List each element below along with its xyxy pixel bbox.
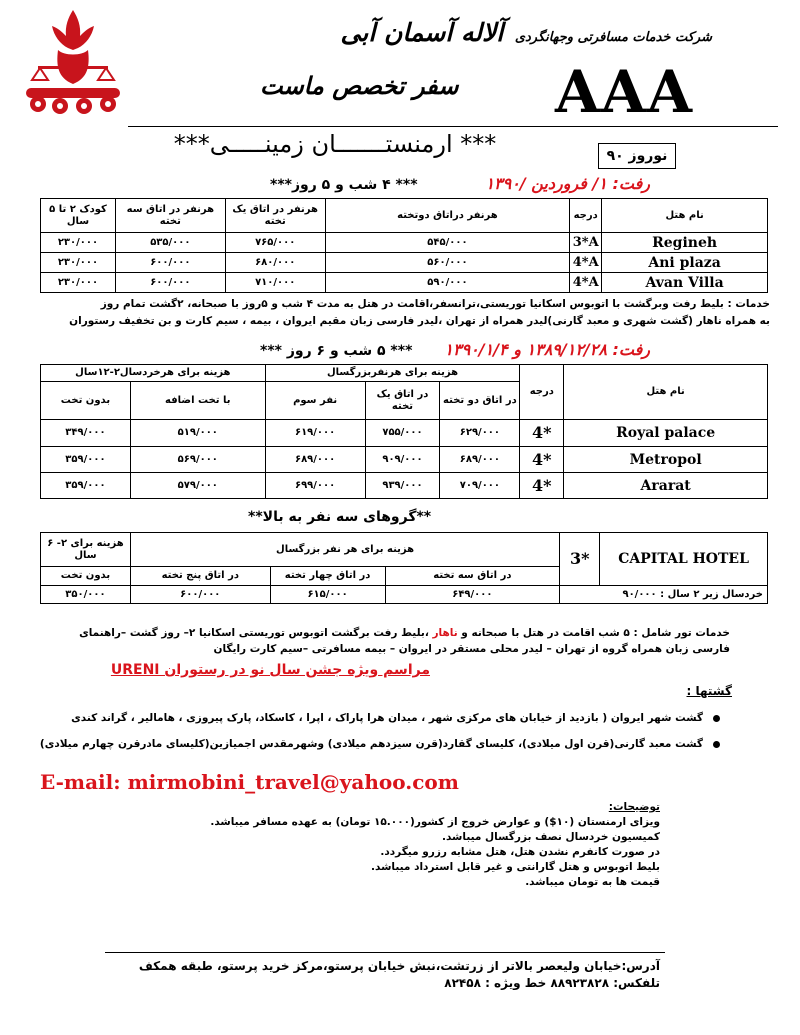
note-line: قیمت ها به تومان میباشد. <box>525 876 660 888</box>
group-child: هزینه برای هرخردسال۲-۱۲سال <box>41 365 266 382</box>
cell-child-note: خردسال زیر ۲ سال : ۹۰/۰۰۰ <box>560 586 768 604</box>
cell-three: ۶۴۹/۰۰۰ <box>385 586 560 604</box>
services-text: ،بلیط رفت برگشت اتوبوس توریستی اسکانیا ۲– روز گشت –راهنمای <box>79 627 433 639</box>
table-row <box>41 233 768 253</box>
cell-single: ۹۳۹/۰۰۰ <box>365 473 440 499</box>
package1-date: رفت: ۱/ فروردین /۱۳۹۰ <box>485 174 650 193</box>
col-third: نفر سوم <box>265 382 365 420</box>
cell-four: ۶۱۵/۰۰۰ <box>270 586 385 604</box>
cell-double: ۵۶۰/۰۰۰ <box>325 253 570 273</box>
col-grade: درجه <box>570 199 602 233</box>
cell-single: ۷۱۰/۰۰۰ <box>225 273 325 293</box>
col-three: در اتاق سه تخته <box>385 567 560 586</box>
table-row <box>41 447 768 473</box>
col-single: هرنفر در اتاق یک تخته <box>225 199 325 233</box>
cell-grade: 4* <box>520 420 564 447</box>
cell-double: ۵۹۰/۰۰۰ <box>325 273 570 293</box>
cell-single: ۹۰۹/۰۰۰ <box>365 447 440 473</box>
cell-grade: 3*A <box>570 233 602 253</box>
col-triple: هرنفر در اتاق سه تخته <box>115 199 225 233</box>
package2-date: رفت: ۱۳۸۹/۱۲/۲۸ و ۱۳۹۰/۱/۴ <box>444 340 650 359</box>
note-line: در صورت کانفرم نشدن هتل، هتل مشابه رزرو میگردد. <box>380 846 660 858</box>
col-hotel: نام هتل <box>564 365 768 420</box>
cell-nobed: ۳۴۹/۰۰۰ <box>41 420 131 447</box>
cell-double: ۷۰۹/۰۰۰ <box>440 473 520 499</box>
package3-table <box>40 532 768 604</box>
header-divider <box>128 126 778 127</box>
cell-grade: 3* <box>560 533 600 586</box>
col-nobed: بدون تخت <box>41 382 131 420</box>
cell-child: ۲۳۰/۰۰۰ <box>41 253 116 273</box>
cell-double: ۶۸۹/۰۰۰ <box>440 447 520 473</box>
cell-hotel: Ani plaza <box>602 253 768 273</box>
slogan: سفر تخصص ماست <box>260 72 459 100</box>
table-row <box>41 586 768 604</box>
cell-grade: 4*A <box>570 253 602 273</box>
brand-mark: AAA <box>555 58 694 126</box>
cell-grade: 4*A <box>570 273 602 293</box>
cell-double: ۶۲۹/۰۰۰ <box>440 420 520 447</box>
cell-third: ۶۸۹/۰۰۰ <box>265 447 365 473</box>
company-logo <box>18 6 128 118</box>
page-title: *** ارمنستـــــــان زمینـــــی*** <box>173 130 497 158</box>
cell-grade: 4* <box>520 473 564 499</box>
cell-child: ۲۳۰/۰۰۰ <box>41 273 116 293</box>
footer-address <box>139 958 660 992</box>
note-line: ویزای ارمنستان (۱۰$) و عوارض خروج از کشور(۱۵.۰۰۰ تومان) به عهده مسافر میباشد. <box>210 816 660 828</box>
col-single: در اتاق یک تخته <box>365 382 440 420</box>
table-row <box>41 473 768 499</box>
footer-divider <box>105 952 665 953</box>
table-row <box>41 420 768 447</box>
package3-heading: **گروهای سه نفر به بالا** <box>248 509 432 525</box>
package3-services-line1 <box>79 625 730 641</box>
notes-title: توضیحات: <box>608 801 660 813</box>
cell-hotel: Royal palace <box>564 420 768 447</box>
list-item <box>40 738 720 750</box>
bullet-icon <box>713 715 720 722</box>
cell-five: ۶۰۰/۰۰۰ <box>130 586 270 604</box>
cell-hotel: Metropol <box>564 447 768 473</box>
cell-hotel: CAPITAL HOTEL <box>600 533 768 586</box>
col-extra: با تخت اضافه <box>130 382 265 420</box>
col-hotel: نام هتل <box>602 199 768 233</box>
ceremony-note: مراسم ویژه جشن سال نو در رستوران URENI <box>110 662 430 678</box>
table-group-row <box>41 365 768 382</box>
cell-third: ۶۱۹/۰۰۰ <box>265 420 365 447</box>
col-four: در اتاق چهار تخته <box>270 567 385 586</box>
col-grade: درجه <box>520 365 564 420</box>
cell-nobed: ۳۵۹/۰۰۰ <box>41 447 131 473</box>
cell-extra: ۵۷۹/۰۰۰ <box>130 473 265 499</box>
package1-duration: *** ۴ شب و ۵ روز*** <box>270 177 418 193</box>
cell-double: ۵۴۵/۰۰۰ <box>325 233 570 253</box>
cell-single: ۷۵۵/۰۰۰ <box>365 420 440 447</box>
col-double: در اتاق دو تخته <box>440 382 520 420</box>
col-double: هرنفر دراتاق دوتخته <box>325 199 570 233</box>
table-row <box>41 253 768 273</box>
nowruz-badge: نوروز ۹۰ <box>598 143 676 169</box>
package3-services-line2: فارسی زبان همراه گروه از تهران – لیدر محلی مستقر در ایروان – بیمه مسافرتی –سیم کارت رایگان <box>213 643 730 655</box>
group-adult: هزینه برای هرنفربزرگسال <box>265 365 520 382</box>
package1-services-line2: به همراه ناهار (گشت شهری و معبد گارنی)لیدر همراه از تهران ،لیدر فارسی زبان مقیم ایروان ، بیمه ، سیم کارت و بن تخفیف رستوران <box>69 315 770 327</box>
note-line: کمیسیون خردسال نصف بزرگسال میباشد. <box>442 831 660 843</box>
cell-grade: 4* <box>520 447 564 473</box>
package2-duration: *** ۵ شب و ۶ روز *** <box>260 343 413 359</box>
address-line: آدرس:خیابان ولیعصر بالاتر از زرتشت،نبش خیابان پرستو،مرکز خرید پرستو، طبقه همکف <box>138 959 660 973</box>
phone-line: تلفکس: ۸۸۹۲۳۸۲۸ خط ویژه : ۸۲۴۵۸ <box>444 976 660 990</box>
col-nobed: بدون تخت <box>41 567 131 586</box>
package2-table <box>40 364 768 499</box>
cell-nobed: ۳۵۹/۰۰۰ <box>41 473 131 499</box>
company-name <box>341 18 712 47</box>
cell-child: ۲۳۰/۰۰۰ <box>41 233 116 253</box>
cell-third: ۶۹۹/۰۰۰ <box>265 473 365 499</box>
table-group-row <box>41 533 768 567</box>
note-line: بلیط اتوبوس و هتل گارانتی و غیر قابل استرداد میباشد. <box>371 861 660 873</box>
tour-text: گشت معبد گارنی(قرن اول میلادی)، کلیسای گقارد(قرن سیزدهم میلادی) وشهرمقدس اجمیازین(کلیسای مادرقرن چهارم میلادی) <box>39 738 703 750</box>
col-five: در اتاق پنج تخته <box>130 567 270 586</box>
cell-triple: ۵۳۵/۰۰۰ <box>115 233 225 253</box>
cell-extra: ۵۱۹/۰۰۰ <box>130 420 265 447</box>
notes-section <box>210 800 660 890</box>
cell-hotel: Ararat <box>564 473 768 499</box>
cell-single: ۷۶۵/۰۰۰ <box>225 233 325 253</box>
package1-table <box>40 198 768 293</box>
tour-text: گشت شهر ایروان ( بازدید از خیابان های مرکزی شهر ، میدان هرا پاراک ، اپرا ، کاسکاد، پارک پیروزی ، هامالیر ، گراند کندی <box>71 712 703 724</box>
table-row <box>41 273 768 293</box>
email-link[interactable]: E-mail: mirmobini_travel@yahoo.com <box>40 770 459 794</box>
company-title: آلاله آسمان آبی <box>340 18 504 47</box>
group-child: هزینه برای ۲- ۶ سال <box>41 533 131 567</box>
cell-triple: ۶۰۰/۰۰۰ <box>115 273 225 293</box>
table-header-row <box>41 199 768 233</box>
cell-single: ۶۸۰/۰۰۰ <box>225 253 325 273</box>
company-subtitle: شرکت خدمات مسافرتی وجهانگردی <box>514 30 712 45</box>
tours-title: گشتها : <box>686 684 732 698</box>
cell-nobed: ۳۵۰/۰۰۰ <box>41 586 131 604</box>
package1-services-line1: خدمات : بلیط رفت وبرگشت با اتوبوس اسکانیا توریستی،ترانسفر،اقامت در هتل به مدت ۴ شب و ۵روز با صبحانه، ۲گشت تمام روز <box>100 298 770 310</box>
col-child: کودک ۲ تا ۵ سال <box>41 199 116 233</box>
bullet-icon <box>713 741 720 748</box>
group-adult: هزینه برای هر نفر بزرگسال <box>130 533 559 567</box>
list-item <box>71 712 720 724</box>
cell-hotel: Avan Villa <box>602 273 768 293</box>
cell-triple: ۶۰۰/۰۰۰ <box>115 253 225 273</box>
cell-extra: ۵۶۹/۰۰۰ <box>130 447 265 473</box>
services-highlight: ناهار <box>432 627 458 639</box>
cell-hotel: Regineh <box>602 233 768 253</box>
services-text: خدمات تور شامل : ۵ شب اقامت در هتل با صبحانه و <box>457 627 730 639</box>
